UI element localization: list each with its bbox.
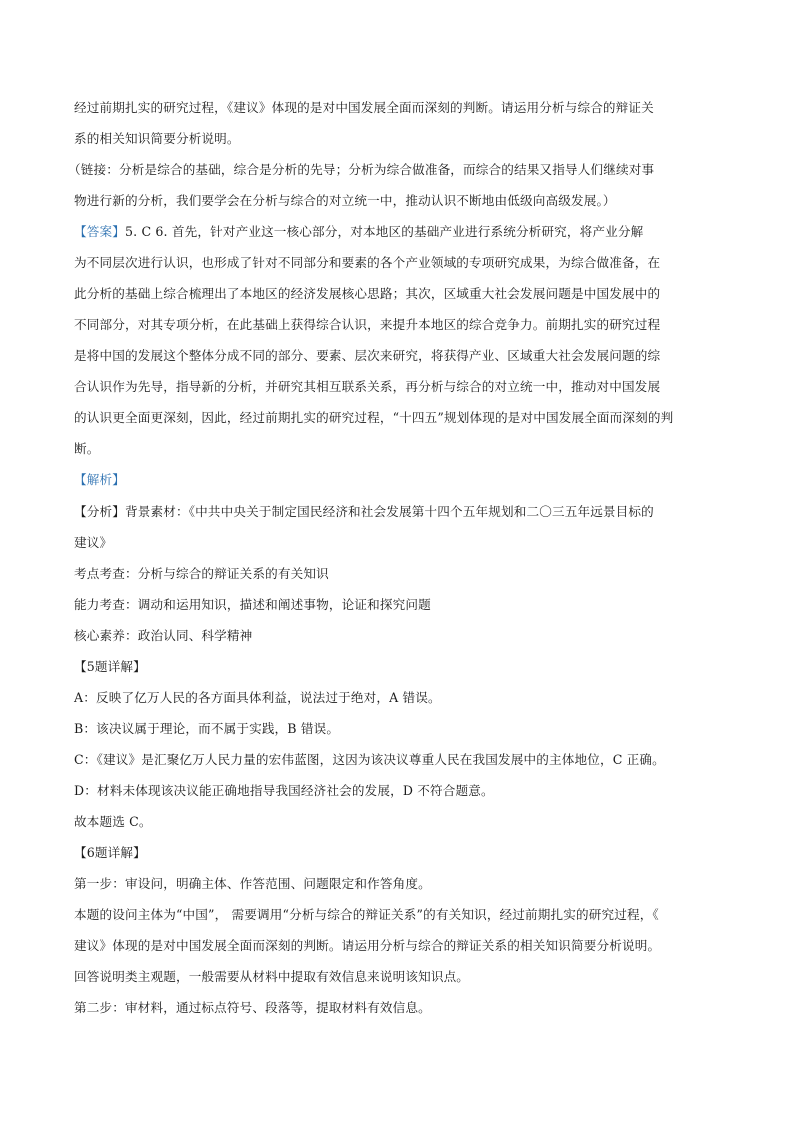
analysis-suyang: 核心素养：政治认同、科学精神 [74, 628, 253, 643]
q5-option-c: C：《建议》是汇聚亿万人民力量的宏伟蓝图，这因为该决议尊重人民在我国发展中的主体地位，C 正确。 [74, 752, 665, 767]
q5-conclusion: 故本题选 C。 [74, 814, 152, 829]
analysis-nengli: 能力考查：调动和运用知识，描述和阐述事物，论证和探究问题 [74, 597, 431, 612]
answer-line: 此分析的基础上综合梳理出了本地区的经济发展核心思路；其次，区域重大社会发展问题是中国发展中的 [74, 286, 661, 301]
link-note-line: 物进行新的分析，我们要学会在分析与综合的对立统一中，推动认识不断地由低级向高级发展。） [74, 193, 616, 208]
analysis-background-line: 【分析】背景素材：《中共中央关于制定国民经济和社会发展第十四个五年规划和二〇三五年远景目标的 [74, 504, 654, 519]
analysis-kaodian: 考点考查：分析与综合的辩证关系的有关知识 [74, 566, 329, 581]
question-text-line: 系的相关知识简要分析说明。 [74, 131, 240, 146]
answer-line: 为不同层次进行认识，也形成了针对不同部分和要素的各个产业领域的专项研究成果，为综合做准备，在 [74, 255, 661, 270]
answer-line: 合认识作为先导，指导新的分析，并研究其相互联系关系，再分析与综合的对立统一中，推动对中国发展 [74, 379, 661, 394]
q5-option-b: B：该决议属于理论，而不属于实践，B 错误。 [74, 721, 340, 736]
q6-heading: 【6题详解】 [74, 845, 146, 860]
answer-tag: 【答案】 [74, 224, 125, 239]
analysis-background-line: 建议》 [74, 535, 113, 550]
answer-line: 的认识更全面更深刻，因此，经过前期扎实的研究过程，“十四五”规划体现的是对中国发展全面而深刻的判 [74, 410, 674, 425]
answer-text: 5. C 6. 首先，针对产业这一核心部分，对本地区的基础产业进行系统分析研究，将产业分解 [124, 224, 644, 239]
question-text-line: 经过前期扎实的研究过程，《建议》体现的是对中国发展全面而深刻的判断。请运用分析与综合的辩证关 [74, 100, 654, 115]
q5-heading: 【5题详解】 [74, 659, 146, 674]
answer-line: 断。 [74, 441, 100, 456]
q6-line: 回答说明类主观题，一般需要从材料中提取有效信息来说明该知识点。 [74, 969, 470, 984]
answer-line: 是将中国的发展这个整体分成不同的部分、要素、层次来研究，将获得产业、区域重大社会发展问题的综 [74, 348, 661, 363]
link-note-line: （链接：分析是综合的基础，综合是分析的先导；分析为综合做准备，而综合的结果又指导人们继续对事 [68, 162, 655, 177]
answer-first-line [74, 224, 724, 240]
analysis-tag: 【解析】 [74, 472, 125, 487]
q6-line: 本题的设问主体为“中国”， 需要调用“分析与综合的辩证关系”的有关知识，经过前期扎实的研究过程，《 [74, 907, 659, 922]
answer-line: 不同部分，对其专项分析，在此基础上获得综合认识，来提升本地区的综合竞争力。前期扎实的研究过程 [74, 317, 661, 332]
q6-step2: 第二步：审材料，通过标点符号、段落等，提取材料有效信息。 [74, 1000, 431, 1015]
q6-step1: 第一步：审设问，明确主体、作答范围、问题限定和作答角度。 [74, 876, 431, 891]
q5-option-a: A：反映了亿万人民的各方面具体利益，说法过于绝对，A 错误。 [74, 690, 441, 705]
q6-line: 建议》体现的是对中国发展全面而深刻的判断。请运用分析与综合的辩证关系的相关知识简要分析说明。 [74, 938, 661, 953]
q5-option-d: D：材料未体现该决议能正确地指导我国经济社会的发展，D 不符合题意。 [74, 783, 494, 798]
